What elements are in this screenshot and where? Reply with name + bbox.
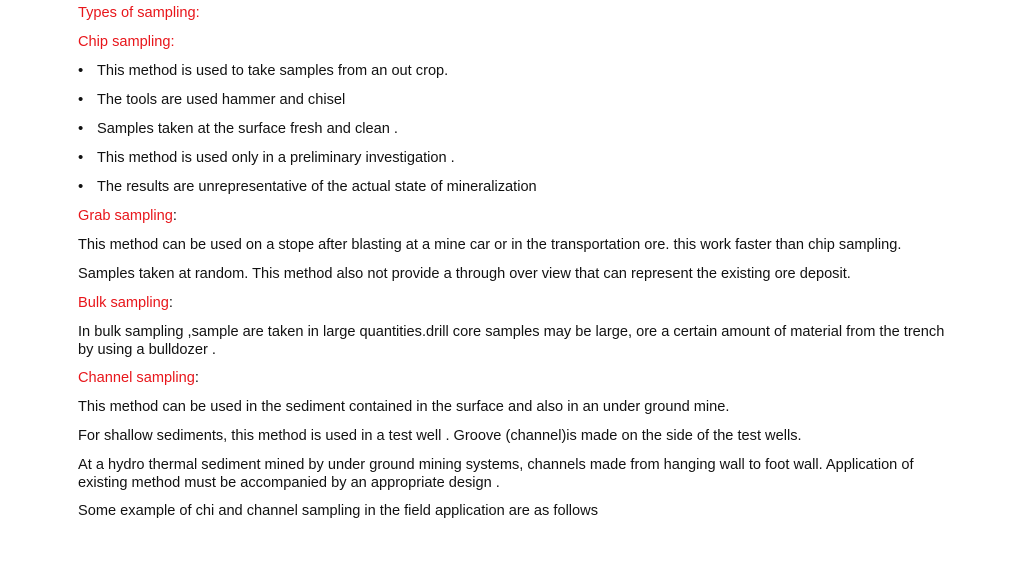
list-item: • Samples taken at the surface fresh and clean . xyxy=(78,120,958,138)
page-title: Types of sampling: xyxy=(78,5,200,21)
chip-sampling-list xyxy=(78,62,958,196)
bulk-sampling-heading xyxy=(78,294,958,312)
slide-content xyxy=(78,4,958,531)
list-item: • This method is used only in a preliminary investigation . xyxy=(78,149,958,167)
chip-sampling-heading: Chip sampling: xyxy=(78,34,175,50)
grab-sampling-paragraph: This method can be used on a stope after blasting at a mine car or in the transportation ore. this work faster than chip sampling. xyxy=(78,237,902,253)
grab-sampling-colon: : xyxy=(172,208,177,224)
grab-sampling-heading xyxy=(78,207,958,225)
bulk-sampling-title: Bulk sampling xyxy=(78,295,169,311)
grab-sampling-title: Grab sampling xyxy=(78,208,173,224)
list-item: • This method is used to take samples from an out crop. xyxy=(78,62,958,80)
channel-sampling-paragraph: This method can be used in the sediment contained in the surface and also in an under ground mine. xyxy=(78,399,730,415)
bulk-sampling-paragraph: In bulk sampling ,sample are taken in large quantities.drill core samples may be large, ore a certain amount of material from the trench by using a bulldozer . xyxy=(78,324,945,358)
channel-sampling-heading xyxy=(78,369,958,387)
channel-sampling-colon: : xyxy=(194,370,199,386)
list-item: • The results are unrepresentative of the actual state of mineralization xyxy=(78,178,958,196)
bulk-sampling-colon: : xyxy=(168,295,173,311)
channel-sampling-title: Channel sampling xyxy=(78,370,195,386)
channel-sampling-paragraph: Some example of chi and channel sampling in the field application are as follows xyxy=(78,503,599,519)
list-item: • The tools are used hammer and chisel xyxy=(78,91,958,109)
channel-sampling-paragraph: For shallow sediments, this method is used in a test well . Groove (channel)is made on the side of the test wells. xyxy=(78,428,802,444)
channel-sampling-paragraph: At a hydro thermal sediment mined by under ground mining systems, channels made from hanging wall to foot wall. Application of existing method must be accompanied by an appropriate design . xyxy=(78,457,914,491)
grab-sampling-paragraph: Samples taken at random. This method also not provide a through over view that can represent the existing ore deposit. xyxy=(78,266,851,282)
